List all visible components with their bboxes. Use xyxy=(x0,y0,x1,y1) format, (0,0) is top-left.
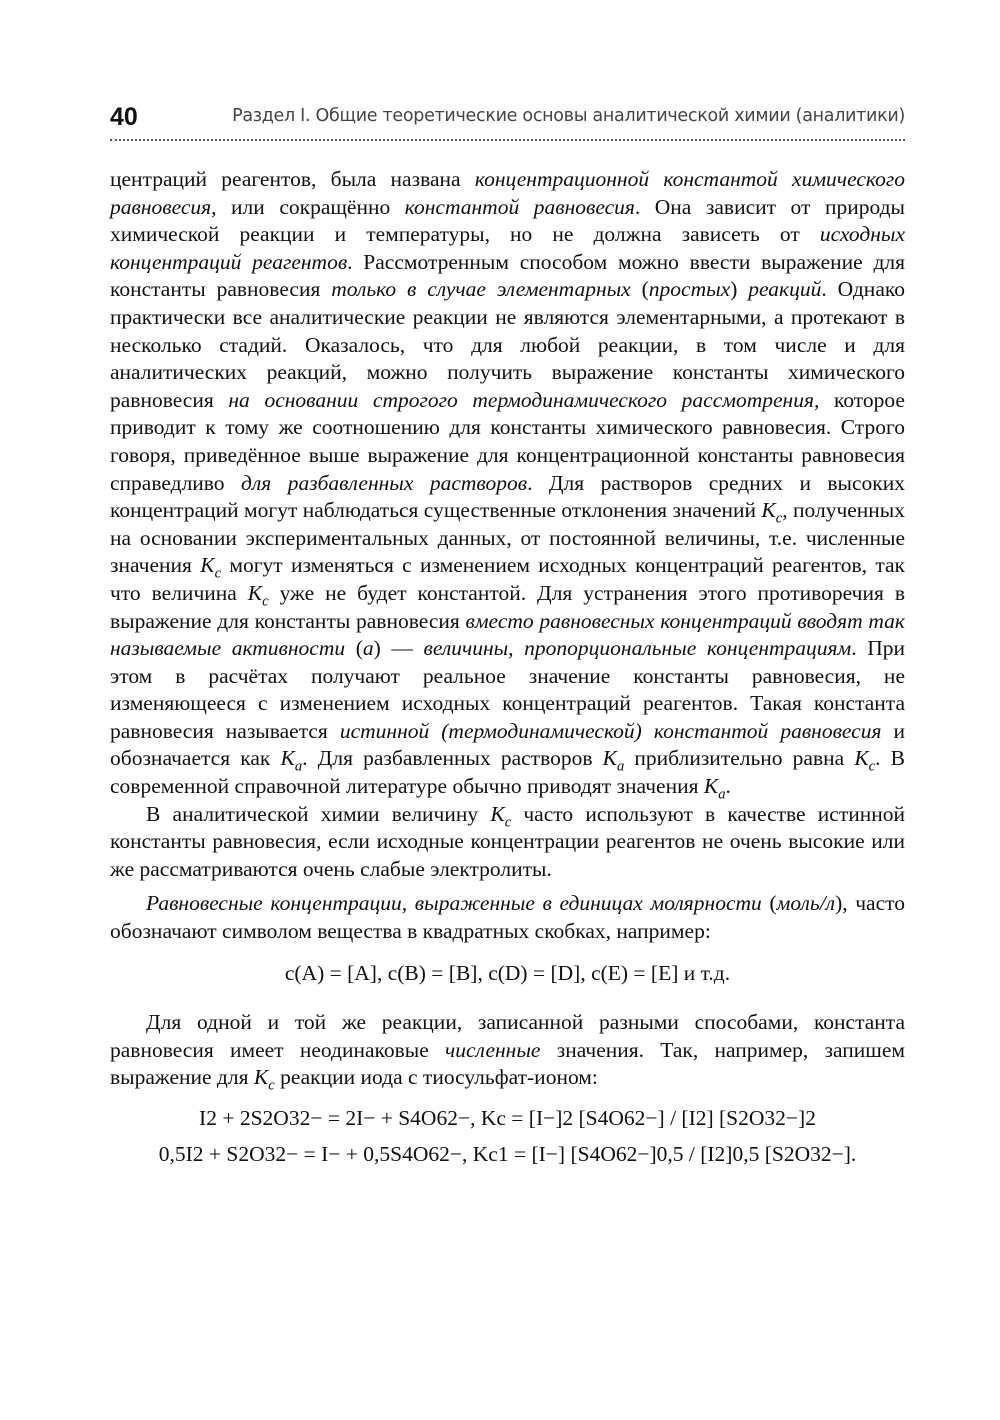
subscript: c xyxy=(214,565,222,582)
text-run: . В современной справочной литературе обычно приводят значения xyxy=(110,746,906,799)
italic-term: вместо равновесных концентраций вводят так называемые активности xyxy=(110,608,905,661)
equation-text: 0,5I2 + S2O32− = I− + 0,5S4O62−, Kc1 = [I−] [S4O62−]0,5 / [I2]0,5 [S2O32−]. xyxy=(158,1142,857,1166)
equation-1 xyxy=(110,1100,905,1136)
text-run: которое приводит к тому же соотношению для константы химического равновесия. Строго говоря, приведённое выше выражение для концентрационной константы равновесия справедливо xyxy=(110,387,905,495)
italic-term: только в случае элементарных xyxy=(331,277,631,302)
text-run: . Однако практически все аналитические реакции не являются элементарными, а протекают в несколько стадий. Оказалось, что для любой реакции, в том числе и для аналитических реакций, можно получить выражение константы химического равновесия xyxy=(110,277,905,412)
text-run: . Она зависит от природы химической реакции и температуры, но не должна зависеть от xyxy=(110,194,905,247)
symbol-k: K xyxy=(490,801,505,826)
italic-term: реакций xyxy=(748,277,822,302)
text-run: приблизительно равна xyxy=(624,746,855,771)
equation-text: I2 + 2S2O32− = 2I− + S4O62−, Kc = [I−]2 [S4O62−] / [I2] [S2O32−]2 xyxy=(199,1106,816,1130)
text-run: могут изменяться с изменением исходных концентраций реагентов, так что величина xyxy=(110,553,905,605)
text-run: . Рассмотренным способом можно ввести выражение для константы равновесия xyxy=(110,249,905,302)
subscript: c xyxy=(868,758,876,775)
symbol-k: K xyxy=(200,553,215,578)
body-text xyxy=(110,166,905,1172)
paragraph-3 xyxy=(110,890,905,945)
text-run: и обозначается как xyxy=(110,718,905,771)
symbol-k: K xyxy=(761,498,776,523)
italic-term: константой равновесия xyxy=(404,194,635,219)
italic-term: концентрационной константой химического равновесия xyxy=(110,167,905,219)
text-run: ( xyxy=(630,277,649,302)
text-run: ), часто обозначают символом вещества в квадратных скобках, например: xyxy=(110,891,905,944)
italic-term: истинной (термодинамической) константой равновесия xyxy=(339,718,882,743)
italic-term: величины, пропорциональные концентрациям xyxy=(423,636,852,661)
text-run: , полученных на основании экспериментальных данных, от постоянной величины, т.е. численные значения xyxy=(110,498,906,578)
text-run: центраций реагентов, была названа xyxy=(110,167,475,191)
italic-term: простых xyxy=(648,277,731,302)
text-run: . При этом в расчётах получают реальное значение константы равновесия, не изменяющееся с изменением исходных концентраций реагентов. Такая константа равновесия называется xyxy=(110,636,905,743)
text-run: , или сокращённо xyxy=(211,194,405,219)
paragraph-1 xyxy=(110,166,905,801)
italic-term: для разбавленных растворов xyxy=(241,470,528,495)
paragraph-2 xyxy=(110,801,905,884)
text-run: ( xyxy=(345,636,363,661)
italic-term: численные xyxy=(445,1037,541,1062)
symbol-k: K xyxy=(854,746,869,771)
symbol-k: K xyxy=(602,746,617,771)
subscript: c xyxy=(262,593,269,610)
text-run: . xyxy=(725,774,731,799)
text-run: часто используют в качестве истинной константы равновесия, если исходные концентрации реагентов не очень высокие или же рассматриваются очень слабые электролиты. xyxy=(110,801,905,881)
paragraph-4 xyxy=(110,1009,905,1092)
symbol-k: K xyxy=(280,746,295,771)
running-header xyxy=(110,103,905,141)
subscript: a xyxy=(616,758,625,775)
subscript: c xyxy=(775,510,783,527)
symbol-k: K xyxy=(247,580,263,605)
symbol-k: K xyxy=(253,1065,269,1090)
equation-2 xyxy=(110,1136,905,1172)
text-run: значения. Так, например, запишем выражение для xyxy=(110,1037,905,1090)
text-run: В аналитической химии величину xyxy=(146,801,491,826)
italic-term: моль/л xyxy=(776,891,836,916)
text-run: уже не будет константой. Для устранения этого противоречия в выражение для константы равновесия xyxy=(110,580,905,633)
section-title: Раздел I. Общие теоретические основы аналитической химии (аналитики) xyxy=(232,106,905,126)
subscript: c xyxy=(504,813,512,830)
text-run: . Для разбавленных растворов xyxy=(302,746,603,771)
italic-term: Равновесные концентрации, выраженные в единицах молярности xyxy=(146,891,762,916)
text-run: реакции иода с тиосульфат-ионом: xyxy=(274,1065,598,1090)
subscript: a xyxy=(718,786,726,803)
italic-term: на основании строгого термодинамического рассмотрения, xyxy=(228,387,820,412)
page-number: 40 xyxy=(110,103,138,131)
text-run: ( xyxy=(761,891,777,916)
formula-text: c(A) = [A], c(B) = [B], c(D) = [D], c(E) = [E] и т.д. xyxy=(284,960,731,985)
symbol-k: K xyxy=(703,774,719,799)
text-run: . Для растворов средних и высоких концентраций могут наблюдаться существенные отклонения значений xyxy=(110,470,905,523)
subscript: a xyxy=(294,758,303,775)
italic-term: a xyxy=(362,636,374,661)
subscript: c xyxy=(268,1077,275,1094)
formula-concentrations xyxy=(110,960,905,988)
text-run: ) — xyxy=(373,636,424,661)
text-run: Для одной и той же реакции, записанной разными способами, константа равновесия имеет неодинаковые xyxy=(110,1010,905,1062)
text-run: ) xyxy=(730,277,749,302)
italic-term: исходных концентраций реагентов xyxy=(110,222,905,274)
